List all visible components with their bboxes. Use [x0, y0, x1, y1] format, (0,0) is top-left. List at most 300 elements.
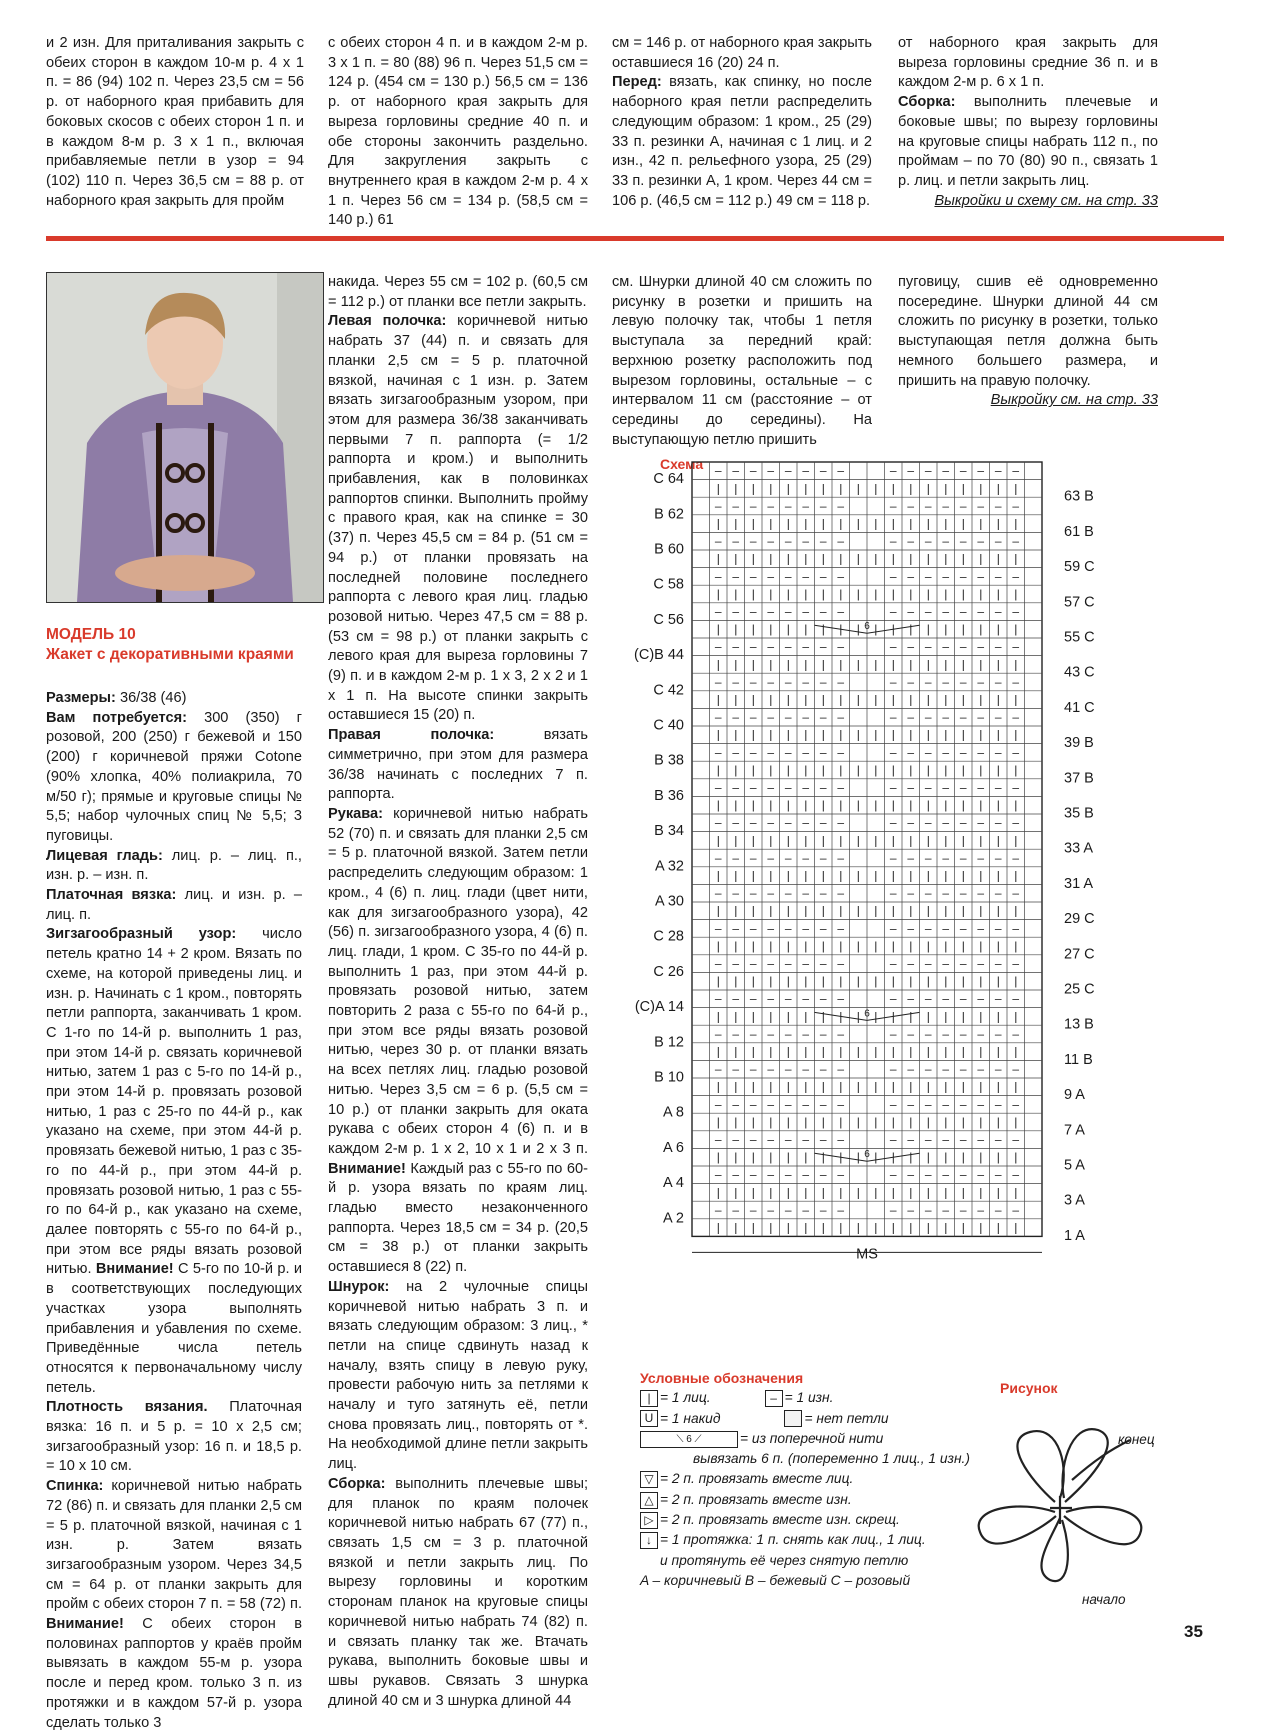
cell-symbol: –	[942, 674, 950, 689]
cell-symbol: |	[856, 1185, 860, 1200]
cell-symbol: |	[979, 516, 983, 531]
cell-symbol: |	[804, 1150, 808, 1165]
cell-symbol: –	[749, 534, 757, 549]
cell-symbol: |	[804, 692, 808, 707]
cell-symbol: –	[837, 1026, 845, 1041]
cell-symbol: –	[819, 1026, 827, 1041]
cell-symbol: –	[837, 1167, 845, 1182]
cell-symbol: |	[1014, 903, 1018, 918]
cell-symbol: |	[786, 481, 790, 496]
cell-symbol: –	[784, 639, 792, 654]
cell-symbol: |	[926, 1185, 930, 1200]
cell-symbol: –	[767, 921, 775, 936]
cell-symbol: |	[734, 622, 738, 637]
cell-symbol: |	[944, 481, 948, 496]
cell-symbol: |	[944, 1044, 948, 1059]
cell-symbol: |	[786, 1044, 790, 1059]
cell-symbol: –	[889, 850, 897, 865]
cell-symbol: |	[979, 727, 983, 742]
cell-symbol: |	[856, 974, 860, 989]
cell-symbol: –	[784, 498, 792, 513]
cell-symbol: |	[786, 727, 790, 742]
cell-symbol: |	[751, 1114, 755, 1129]
cell-symbol: |	[751, 1220, 755, 1235]
cell-symbol: |	[944, 516, 948, 531]
cell-symbol: –	[802, 1097, 810, 1112]
cell-symbol: |	[734, 657, 738, 672]
cell-symbol: |	[926, 1150, 930, 1165]
cell-symbol: –	[714, 780, 722, 795]
cell-symbol: |	[996, 833, 1000, 848]
cell-symbol: |	[944, 622, 948, 637]
cell-symbol: –	[959, 956, 967, 971]
cell-symbol: –	[784, 534, 792, 549]
cell-symbol: |	[874, 938, 878, 953]
figure-end-label: конец	[1118, 1432, 1155, 1447]
cell-symbol: |	[804, 1114, 808, 1129]
cell-symbol: –	[994, 1132, 1002, 1147]
cell-symbol: –	[714, 710, 722, 725]
cell-symbol: |	[1014, 551, 1018, 566]
cell-symbol: |	[839, 516, 843, 531]
cell-symbol: |	[979, 1220, 983, 1235]
cell-symbol: |	[804, 727, 808, 742]
cell-symbol: –	[959, 780, 967, 795]
cell-symbol: |	[891, 762, 895, 777]
instructions-column-1: Размеры: 36/38 (46) Вам потребуется: 300 (350) г розовой, 200 (250) г бежевой и 150 (200) г коричневой пряжи Cotone (90% хлопка, 40% полиакрила, 70 м/50 г); прямые и круговые спицы № 5,5; набор чулочных спиц № 5,5; 3 пуговицы. Лицевая гладь: лиц. р. – лиц. п., изн. р. – изн. п. Платочная вязка: лиц. и изн. р. – лиц. п. Зигзагообразный узор: число петель кратно 14 + 2 кром. Вязать по схеме, на которой приведены лиц. и изн. р. Начинать с 1 кром., повторять петли раппорта, заканчивать 1 кром. С 1-го по 14-й р. выполнить 1 раз, при этом 14-й р. связать коричневой нитью, затем 1 раз с 5-го по 14-й р., при этом 14-й р. провязать розовой нитью, 1 раз с 25-го по 44-й р., как указано на схеме, при этом 44-й р. провязать бежевой нитью, 1 раз с 35-го по 44-й р., при этом 44-й р. провязать розовой нитью, 1 раз с 55-го по 64-й р., как указано на схеме, далее повторять с 55-го по 64-й р., при этом все ряды вязать розовой нитью. Внимание! С 5-го по 10-й р. и в соответствующих последующих участках узора выполнять прибавления и убавления по схеме. Приведённые числа петель относятся к первоначальному числу петель. Плотность вязания. Платочная вязка: 16 п. и 5 р. = 10 х 2,5 см; зигзагообразный узор: 16 п. и 18,5 р. = 10 х 10 см. Спинка: коричневой нитью набрать 72 (86) п. и связать для планки 2,5 см = 5 р. платочной вязкой, начиная с 1 изн. р. Затем вязать зигзагообразным узором. Через 34,5 см = 64 р. от планки закрыть для пройм с обеих сторон 7 п. = 58 (72) п. Внимание! С обеих сторон в половинах раппортов у краёв пройм вывязать в каждом 55-м р. узора после и перед кром. только 3 п. из протяжки и в каждом 57-й р. узора сделать только 3	[46, 690, 303, 1731]
cell-symbol: |	[961, 762, 965, 777]
cell-symbol: –	[819, 674, 827, 689]
cell-symbol: –	[959, 639, 967, 654]
cell-symbol: |	[944, 868, 948, 883]
cell-symbol: –	[767, 463, 775, 478]
cell-symbol: –	[802, 886, 810, 901]
cell-symbol: –	[907, 534, 915, 549]
cell-symbol: |	[961, 1150, 965, 1165]
cell-symbol: –	[959, 1202, 967, 1217]
cell-symbol: |	[1014, 798, 1018, 813]
cell-symbol: |	[874, 1220, 878, 1235]
cell-symbol: |	[821, 551, 825, 566]
cell-symbol: –	[889, 991, 897, 1006]
cell-symbol: |	[891, 868, 895, 883]
cell-symbol: |	[821, 1114, 825, 1129]
row-label-right: 63 B	[1064, 488, 1094, 505]
cell-symbol: –	[819, 815, 827, 830]
cell-symbol: –	[977, 1062, 985, 1077]
cell-symbol: |	[961, 798, 965, 813]
row-label-left: B 12	[654, 1034, 684, 1051]
cell-symbol: |	[734, 1185, 738, 1200]
cell-symbol: –	[977, 1026, 985, 1041]
cell-symbol: –	[767, 815, 775, 830]
pattern-reference-link[interactable]: Выкройки и схему см. на стр. 33	[934, 192, 1158, 209]
cell-symbol: |	[874, 692, 878, 707]
cell-symbol: –	[732, 604, 740, 619]
cell-symbol: –	[942, 815, 950, 830]
cell-symbol: |	[821, 1150, 825, 1165]
cell-symbol: |	[874, 586, 878, 601]
cell-symbol: –	[942, 1062, 950, 1077]
cell-symbol: |	[769, 481, 773, 496]
cell-symbol: |	[839, 1185, 843, 1200]
cell-symbol: –	[767, 674, 775, 689]
cell-symbol: –	[732, 886, 740, 901]
cell-symbol: |	[716, 727, 720, 742]
cell-symbol: |	[926, 692, 930, 707]
model-title	[46, 625, 294, 665]
cell-symbol: |	[996, 622, 1000, 637]
cell-symbol: |	[769, 1009, 773, 1024]
row-label-right: 11 B	[1064, 1051, 1093, 1068]
cell-symbol: |	[716, 1044, 720, 1059]
p2tog-symbol-icon: △	[640, 1492, 658, 1509]
cell-symbol: |	[734, 586, 738, 601]
cell-symbol: |	[856, 551, 860, 566]
cell-symbol: –	[732, 991, 740, 1006]
cell-symbol: –	[802, 1132, 810, 1147]
cell-symbol: |	[996, 868, 1000, 883]
cell-symbol: |	[751, 481, 755, 496]
cell-symbol: –	[959, 604, 967, 619]
cell-symbol: –	[994, 1026, 1002, 1041]
cell-symbol: –	[994, 674, 1002, 689]
cell-symbol: –	[994, 956, 1002, 971]
cell-symbol: –	[714, 604, 722, 619]
cell-symbol: –	[784, 850, 792, 865]
purl-symbol-icon: –	[765, 1390, 783, 1407]
cell-symbol: |	[979, 798, 983, 813]
cell-symbol: |	[979, 622, 983, 637]
cell-symbol: |	[734, 762, 738, 777]
cell-symbol: –	[837, 1132, 845, 1147]
cell-symbol: |	[804, 622, 808, 637]
cell-symbol: |	[891, 833, 895, 848]
cell-symbol: –	[994, 991, 1002, 1006]
cell-symbol: –	[749, 1132, 757, 1147]
cell-symbol: –	[749, 710, 757, 725]
cell-symbol: |	[996, 1044, 1000, 1059]
cell-symbol: –	[802, 850, 810, 865]
cell-symbol: |	[944, 727, 948, 742]
cell-symbol: |	[926, 1114, 930, 1129]
cell-symbol: |	[769, 1114, 773, 1129]
cell-symbol: |	[891, 974, 895, 989]
cell-symbol: –	[889, 1167, 897, 1182]
cell-symbol: |	[839, 551, 843, 566]
cell-symbol: –	[907, 1132, 915, 1147]
cell-symbol: –	[784, 604, 792, 619]
cell-symbol: –	[977, 991, 985, 1006]
cell-symbol: |	[979, 1044, 983, 1059]
cell-symbol: –	[959, 850, 967, 865]
cell-symbol: |	[891, 692, 895, 707]
cell-symbol: |	[821, 1220, 825, 1235]
row-label-right: 39 B	[1064, 735, 1094, 752]
cell-symbol: –	[714, 674, 722, 689]
cell-symbol: |	[786, 938, 790, 953]
cell-symbol: –	[889, 1062, 897, 1077]
cell-symbol: –	[907, 1062, 915, 1077]
cell-symbol: –	[802, 1026, 810, 1041]
cell-symbol: |	[944, 1114, 948, 1129]
cell-symbol: –	[959, 463, 967, 478]
cell-symbol: |	[909, 938, 913, 953]
cell-symbol: |	[839, 1079, 843, 1094]
cell-symbol: –	[837, 745, 845, 760]
cell-symbol: –	[1012, 850, 1020, 865]
cell-symbol: |	[734, 868, 738, 883]
cell-symbol: –	[907, 991, 915, 1006]
cell-symbol: |	[839, 692, 843, 707]
cell-symbol: –	[732, 710, 740, 725]
cell-symbol: |	[751, 657, 755, 672]
cell-symbol: |	[891, 516, 895, 531]
cell-symbol: –	[924, 745, 932, 760]
cell-symbol: –	[732, 815, 740, 830]
cell-symbol: |	[996, 692, 1000, 707]
cross-thread-symbol-icon: ⟍ 6 ⟋	[640, 1431, 738, 1448]
cell-symbol: –	[1012, 674, 1020, 689]
cell-symbol: |	[944, 657, 948, 672]
cell-symbol: |	[891, 1185, 895, 1200]
cell-symbol: |	[996, 1150, 1000, 1165]
cell-symbol: –	[784, 710, 792, 725]
cell-symbol: –	[994, 850, 1002, 865]
row-label-right: 37 B	[1064, 770, 1094, 787]
cell-symbol: –	[819, 604, 827, 619]
cell-symbol: |	[821, 868, 825, 883]
cell-symbol: |	[856, 1044, 860, 1059]
cell-symbol: |	[874, 657, 878, 672]
cell-symbol: –	[942, 1026, 950, 1041]
cell-symbol: |	[856, 762, 860, 777]
cell-symbol: –	[942, 850, 950, 865]
cell-symbol: –	[732, 921, 740, 936]
cell-symbol: –	[767, 639, 775, 654]
cell-symbol: –	[977, 815, 985, 830]
cell-symbol: –	[959, 1167, 967, 1182]
cell-symbol: –	[889, 1097, 897, 1112]
cell-symbol: –	[732, 463, 740, 478]
cell-symbol: –	[714, 850, 722, 865]
cell-symbol: –	[802, 710, 810, 725]
cell-symbol: –	[889, 498, 897, 513]
cell-symbol: –	[977, 569, 985, 584]
cell-symbol: |	[996, 1114, 1000, 1129]
cell-symbol: –	[889, 569, 897, 584]
cell-symbol: –	[942, 886, 950, 901]
cell-symbol: |	[926, 1220, 930, 1235]
cell-symbol: –	[907, 745, 915, 760]
cell-symbol: –	[749, 886, 757, 901]
row-label-right: 7 A	[1064, 1122, 1085, 1139]
cell-symbol: |	[891, 727, 895, 742]
row-label-left: B 34	[654, 823, 684, 840]
cell-symbol: |	[996, 657, 1000, 672]
cell-symbol: –	[977, 886, 985, 901]
instructions-column-3: см. Шнурки длиной 40 см сложить по рисунку в розетки и пришить на левую полочку так, чтобы 1 петля выступала за передний край: верхнюю розетку расположить под вырезом горловины, остальные – с интервалом 11 см (расстояние – от середины до середины). На выступающую петлю пришить	[612, 274, 872, 448]
cell-symbol: |	[1014, 868, 1018, 883]
cell-symbol: |	[979, 1114, 983, 1129]
cell-symbol: |	[996, 903, 1000, 918]
cell-symbol: –	[977, 498, 985, 513]
row-label-left: (C)A 14	[634, 999, 684, 1016]
cell-symbol: –	[819, 1167, 827, 1182]
cell-symbol: –	[714, 956, 722, 971]
cell-symbol: –	[924, 674, 932, 689]
cell-symbol: |	[891, 481, 895, 496]
row-label-right: 27 C	[1064, 946, 1095, 963]
cell-symbol: –	[994, 1202, 1002, 1217]
model-number: МОДЕЛЬ 10	[46, 626, 136, 643]
cell-symbol: –	[977, 921, 985, 936]
cell-symbol: –	[959, 745, 967, 760]
cell-symbol: |	[961, 481, 965, 496]
cell-symbol: |	[769, 833, 773, 848]
cell-symbol: |	[961, 1220, 965, 1235]
cell-symbol: –	[749, 463, 757, 478]
pattern-reference-link-2[interactable]: Выкройку см. на стр. 33	[990, 392, 1158, 409]
cell-symbol: –	[749, 1202, 757, 1217]
cell-symbol: |	[769, 622, 773, 637]
cell-symbol: |	[961, 903, 965, 918]
cell-symbol: –	[994, 921, 1002, 936]
cell-symbol: –	[732, 1026, 740, 1041]
cell-symbol: |	[996, 798, 1000, 813]
cell-symbol: –	[942, 710, 950, 725]
cell-symbol: |	[769, 516, 773, 531]
cell-symbol: –	[784, 463, 792, 478]
cell-symbol: |	[926, 903, 930, 918]
cell-symbol: –	[924, 780, 932, 795]
cell-symbol: –	[732, 745, 740, 760]
cell-symbol: |	[979, 657, 983, 672]
top-column-3: см = 146 р. от наборного края закрыть оставшиеся 16 (20) 24 п. Перед: вязать, как спинку, но после наборного края петли распределить следующим образом: 1 кром., 25 (29) 33 п. резинки А, начиная с 1 лиц. и 2 изн., 42 п. рельефного узора, 25 (29) 33 п. резинки А, 1 кром. Через 44 см = 106 р. (46,5 см = 112 р.) 49 см = 118 р.	[612, 35, 873, 209]
row-label-left: B 62	[654, 506, 684, 523]
cell-symbol: |	[891, 798, 895, 813]
cell-symbol: –	[732, 639, 740, 654]
cell-symbol: –	[994, 639, 1002, 654]
cell-symbol: |	[961, 551, 965, 566]
cell-symbol: –	[942, 745, 950, 760]
cell-symbol: |	[716, 1079, 720, 1094]
cell-symbol: |	[874, 798, 878, 813]
cell-symbol: |	[856, 657, 860, 672]
row-label-right: 13 B	[1064, 1016, 1094, 1033]
cell-symbol: –	[942, 463, 950, 478]
cell-symbol: –	[714, 498, 722, 513]
cell-symbol: |	[751, 622, 755, 637]
cell-symbol: –	[907, 780, 915, 795]
cell-symbol: –	[802, 604, 810, 619]
cell-symbol: |	[996, 1220, 1000, 1235]
cell-symbol: |	[1014, 1220, 1018, 1235]
cell-symbol: –	[819, 463, 827, 478]
cell-symbol: |	[891, 1220, 895, 1235]
cell-symbol: |	[839, 1220, 843, 1235]
cell-symbol: |	[821, 622, 825, 637]
cell-symbol: |	[821, 974, 825, 989]
cell-symbol: |	[821, 692, 825, 707]
cell-symbol: |	[874, 1044, 878, 1059]
slip-pass-symbol-icon: ↓	[640, 1532, 658, 1549]
cell-symbol: –	[994, 534, 1002, 549]
knitting-scheme	[634, 452, 1156, 1342]
cell-symbol: |	[891, 551, 895, 566]
cell-symbol: –	[907, 1167, 915, 1182]
cell-symbol: –	[819, 850, 827, 865]
cell-symbol: |	[979, 974, 983, 989]
cell-symbol: –	[889, 745, 897, 760]
cell-symbol: –	[924, 1167, 932, 1182]
cell-symbol: |	[734, 798, 738, 813]
cell-symbol: |	[944, 798, 948, 813]
cell-symbol: |	[961, 692, 965, 707]
cell-symbol: |	[786, 1009, 790, 1024]
cell-symbol: |	[961, 1009, 965, 1024]
cell-symbol: –	[942, 1097, 950, 1112]
cell-symbol: –	[994, 886, 1002, 901]
cell-symbol: –	[959, 886, 967, 901]
cell-symbol: –	[924, 850, 932, 865]
section-divider	[46, 236, 1224, 241]
cell-symbol: –	[749, 1167, 757, 1182]
cell-symbol: –	[924, 1097, 932, 1112]
cell-symbol: –	[889, 1132, 897, 1147]
cell-symbol: |	[909, 481, 913, 496]
cell-symbol: |	[996, 974, 1000, 989]
cell-symbol: –	[819, 569, 827, 584]
cell-symbol: –	[994, 604, 1002, 619]
cell-symbol: –	[1012, 639, 1020, 654]
cell-symbol: |	[926, 868, 930, 883]
cell-symbol: –	[994, 1097, 1002, 1112]
cell-symbol: |	[856, 1009, 860, 1024]
cross-stitch-count: 6	[864, 1008, 870, 1020]
cell-symbol: –	[942, 991, 950, 1006]
cell-symbol: |	[979, 551, 983, 566]
cell-symbol: –	[977, 745, 985, 760]
row-label-left: A 30	[654, 893, 684, 910]
cell-symbol: |	[821, 516, 825, 531]
cell-symbol: |	[786, 762, 790, 777]
cell-symbol: –	[837, 991, 845, 1006]
cell-symbol: |	[1014, 481, 1018, 496]
cell-symbol: –	[802, 569, 810, 584]
cell-symbol: |	[716, 1220, 720, 1235]
cell-symbol: –	[924, 991, 932, 1006]
cell-symbol: |	[786, 622, 790, 637]
cell-symbol: |	[926, 1009, 930, 1024]
cell-symbol: –	[994, 1062, 1002, 1077]
cell-symbol: –	[1012, 1062, 1020, 1077]
cell-symbol: –	[924, 710, 932, 725]
cell-symbol: –	[907, 604, 915, 619]
p2tog-tbl-symbol-icon: ▷	[640, 1512, 658, 1529]
cell-symbol: –	[837, 921, 845, 936]
row-label-left: A 32	[654, 858, 684, 875]
cell-symbol: –	[749, 639, 757, 654]
cell-symbol: –	[767, 850, 775, 865]
cell-symbol: |	[769, 938, 773, 953]
cell-symbol: –	[977, 534, 985, 549]
cell-symbol: |	[909, 798, 913, 813]
cell-symbol: –	[959, 710, 967, 725]
cell-symbol: –	[942, 1167, 950, 1182]
cell-symbol: |	[856, 1220, 860, 1235]
cell-symbol: –	[802, 534, 810, 549]
